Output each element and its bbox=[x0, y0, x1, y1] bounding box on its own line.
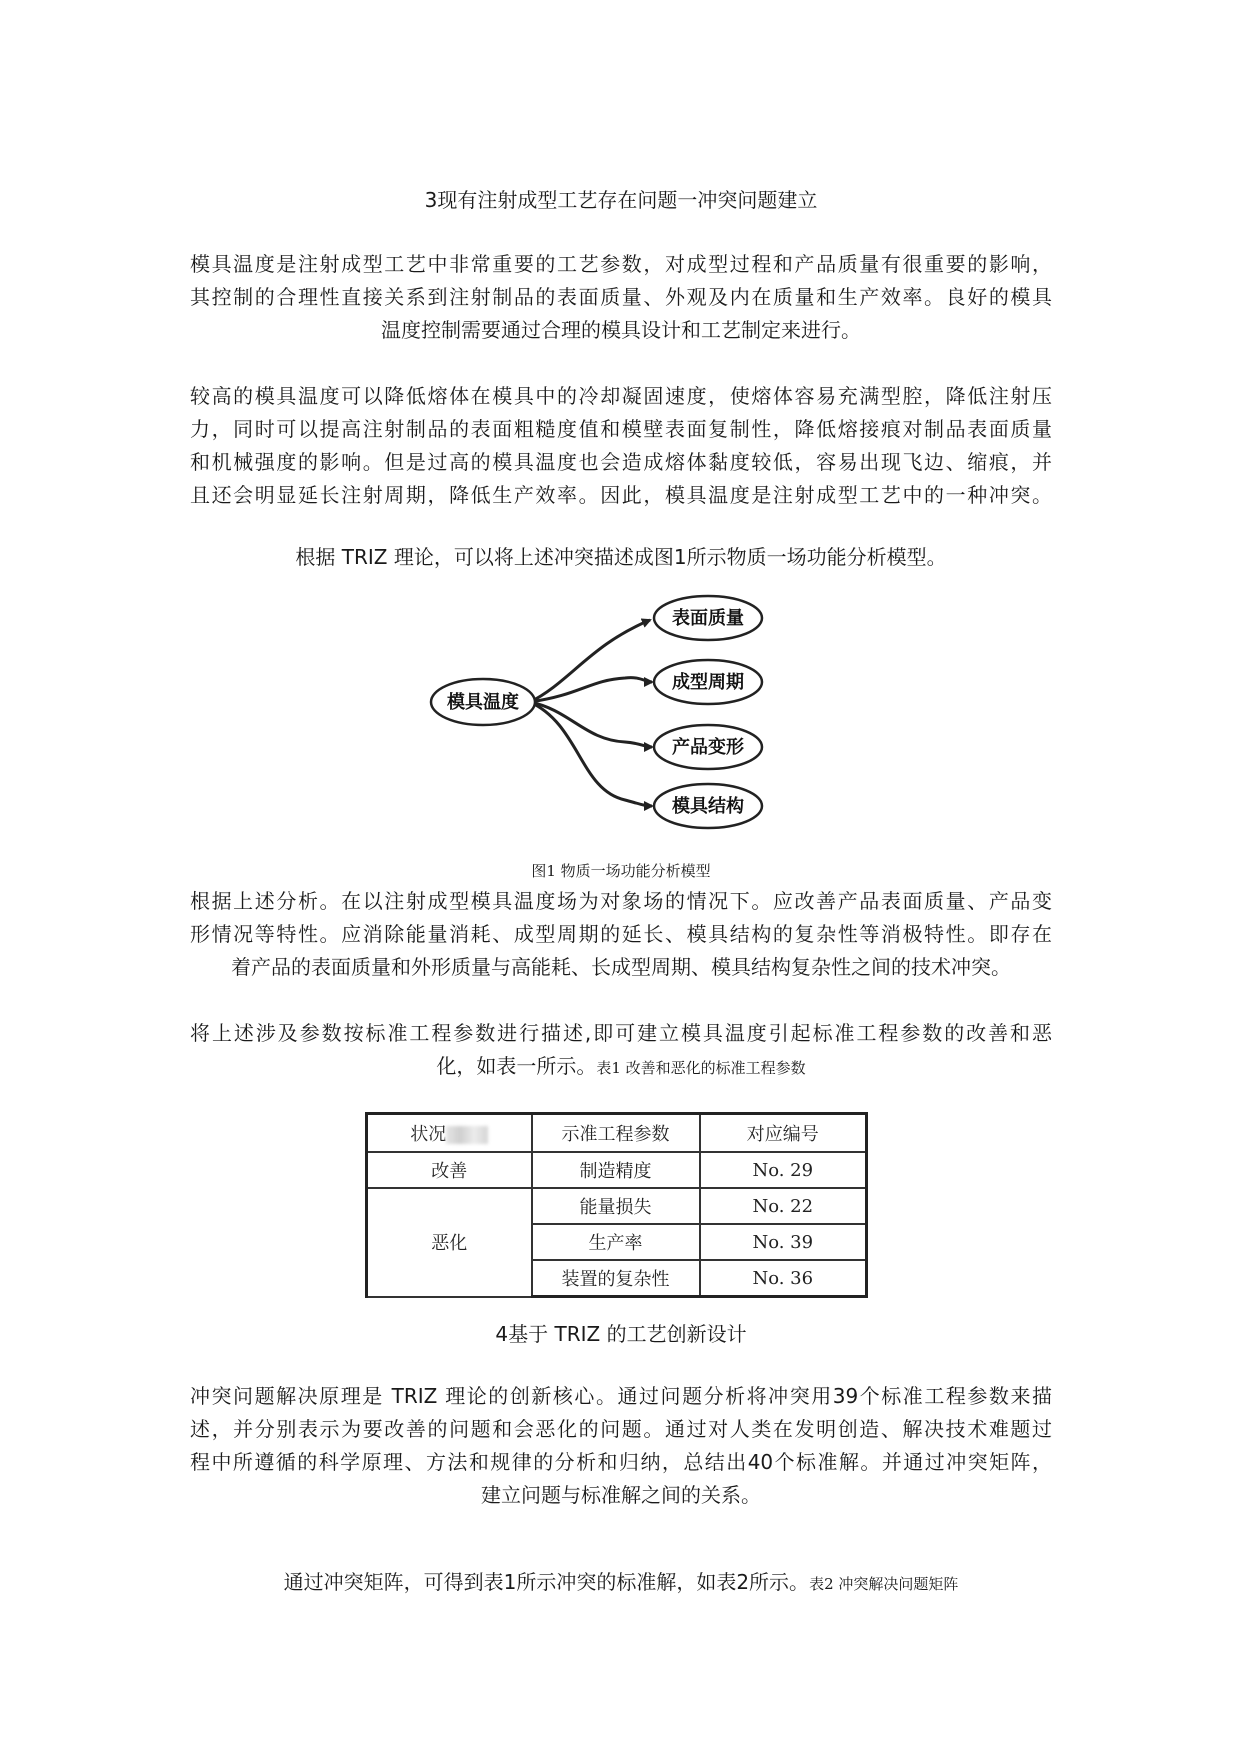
text-fragment: 通过冲突矩阵，可得到表1所示冲突的标准解，如表2所示。 bbox=[283, 1570, 810, 1594]
text-line: 形情况等特性。应消除能量消耗、成型周期的延长、模具结构的复杂性等消极特性。即存在 bbox=[190, 922, 1052, 946]
table-row bbox=[367, 1152, 867, 1188]
cell-code: No. 29 bbox=[700, 1152, 867, 1188]
header-status: 状况 bbox=[367, 1114, 532, 1153]
figure-1-caption-block bbox=[190, 860, 1052, 881]
section-3-heading bbox=[190, 184, 1052, 217]
header-code: 对应编号 bbox=[700, 1114, 867, 1153]
blurred-scan-artifact bbox=[446, 1126, 488, 1144]
label-product-deformation: 产品变形 bbox=[672, 737, 744, 758]
table-header-row bbox=[367, 1114, 867, 1153]
text-line: 建立问题与标准解之间的关系。 bbox=[481, 1483, 761, 1507]
paragraph-engineering-parameters bbox=[190, 1017, 1052, 1085]
label-mold-temperature: 模具温度 bbox=[447, 692, 519, 713]
cell-code: No. 22 bbox=[700, 1188, 867, 1224]
text-line: 其控制的合理性直接关系到注射制品的表面质量、外观及内在质量和生产效率。良好的模具 bbox=[190, 285, 1052, 309]
text-fragment: 化，如表一所示。 bbox=[436, 1054, 597, 1078]
text-line: 力，同时可以提高注射制品的表面粗糙度值和模壁表面复制性，降低熔接痕对制品表面质量 bbox=[190, 417, 1052, 441]
cell-param: 装置的复杂性 bbox=[532, 1260, 700, 1297]
text-line: 温度控制需要通过合理的模具设计和工艺制定来进行。 bbox=[381, 318, 861, 342]
cell-param: 生产率 bbox=[532, 1224, 700, 1260]
label-mold-structure: 模具结构 bbox=[672, 796, 744, 817]
cell-param: 制造精度 bbox=[532, 1152, 700, 1188]
text-line: 和机械强度的影响。但是过高的模具温度也会造成熔体黏度较低，容易出现飞边、缩痕，并 bbox=[190, 450, 1052, 474]
text-line: 将上述涉及参数按标准工程参数进行描述,即可建立模具温度引起标准工程参数的改善和恶 bbox=[190, 1021, 1052, 1045]
section-4-heading-text: 4基于 TRIZ 的工艺创新设计 bbox=[495, 1322, 747, 1346]
cell-code: No. 39 bbox=[700, 1224, 867, 1260]
text-line bbox=[190, 1050, 1052, 1085]
label-molding-cycle: 成型周期 bbox=[672, 672, 744, 693]
arrow-to-mold-structure bbox=[530, 702, 652, 806]
table-1-caption: 表1 改善和恶化的标准工程参数 bbox=[596, 1059, 806, 1077]
cell-improve-label: 改善 bbox=[367, 1152, 532, 1188]
label-surface-quality: 表面质量 bbox=[672, 608, 744, 629]
paragraph-triz-model-intro bbox=[190, 541, 1052, 574]
header-standard-parameter: 示准工程参数 bbox=[532, 1114, 700, 1153]
paragraph-conflict-resolution bbox=[190, 1380, 1052, 1512]
text-line: 且还会明显延长注射周期，降低生产效率。因此，模具温度是注射成型工艺中的一种冲突。 bbox=[190, 483, 1052, 507]
table-2-caption: 表2 冲突解决问题矩阵 bbox=[809, 1575, 959, 1593]
section-3-heading-text: 3现有注射成型工艺存在问题一冲突问题建立 bbox=[424, 188, 818, 212]
substance-field-diagram bbox=[420, 590, 820, 850]
arrow-to-surface-quality bbox=[530, 620, 650, 702]
text-line: 述，并分别表示为要改善的问题和会恶化的问题。通过对人类在发明创造、解决技术难题过 bbox=[190, 1417, 1052, 1441]
paragraph-mold-temperature-intro bbox=[190, 248, 1052, 347]
text-line: 模具温度是注射成型工艺中非常重要的工艺参数，对成型过程和产品质量有很重要的影响， bbox=[190, 252, 1052, 276]
text-line: 着产品的表面质量和外形质量与高能耗、长成型周期、模具结构复杂性之间的技术冲突。 bbox=[231, 955, 1011, 979]
text-line: 冲突问题解决原理是 TRIZ 理论的创新核心。通过问题分析将冲突用39个标准工程参数来描 bbox=[190, 1384, 1052, 1408]
cell-param: 能量损失 bbox=[532, 1188, 700, 1224]
paragraph-analysis bbox=[190, 885, 1052, 984]
text-line: 根据 TRIZ 理论，可以将上述冲突描述成图1所示物质一场功能分析模型。 bbox=[295, 545, 947, 569]
section-4-heading bbox=[190, 1318, 1052, 1351]
table-row bbox=[367, 1188, 867, 1224]
arrow-to-product-deformation bbox=[530, 702, 652, 747]
cell-code: No. 36 bbox=[700, 1260, 867, 1297]
text-line: 较高的模具温度可以降低熔体在模具中的冷却凝固速度，使熔体容易充满型腔，降低注射压 bbox=[190, 384, 1052, 408]
text-line: 程中所遵循的科学原理、方法和规律的分析和归纳，总结出40个标准解。并通过冲突矩阵， bbox=[190, 1450, 1052, 1474]
figure-1-caption: 图1 物质一场功能分析模型 bbox=[531, 862, 711, 880]
table-1 bbox=[365, 1112, 868, 1298]
text-line bbox=[190, 1566, 1052, 1601]
cell-worsen-label: 恶化 bbox=[367, 1188, 532, 1297]
paragraph-conflict-matrix bbox=[190, 1566, 1052, 1601]
paragraph-high-temperature-effects bbox=[190, 380, 1052, 512]
text-line: 根据上述分析。在以注射成型模具温度场为对象场的情况下。应改善产品表面质量、产品变 bbox=[190, 889, 1052, 913]
